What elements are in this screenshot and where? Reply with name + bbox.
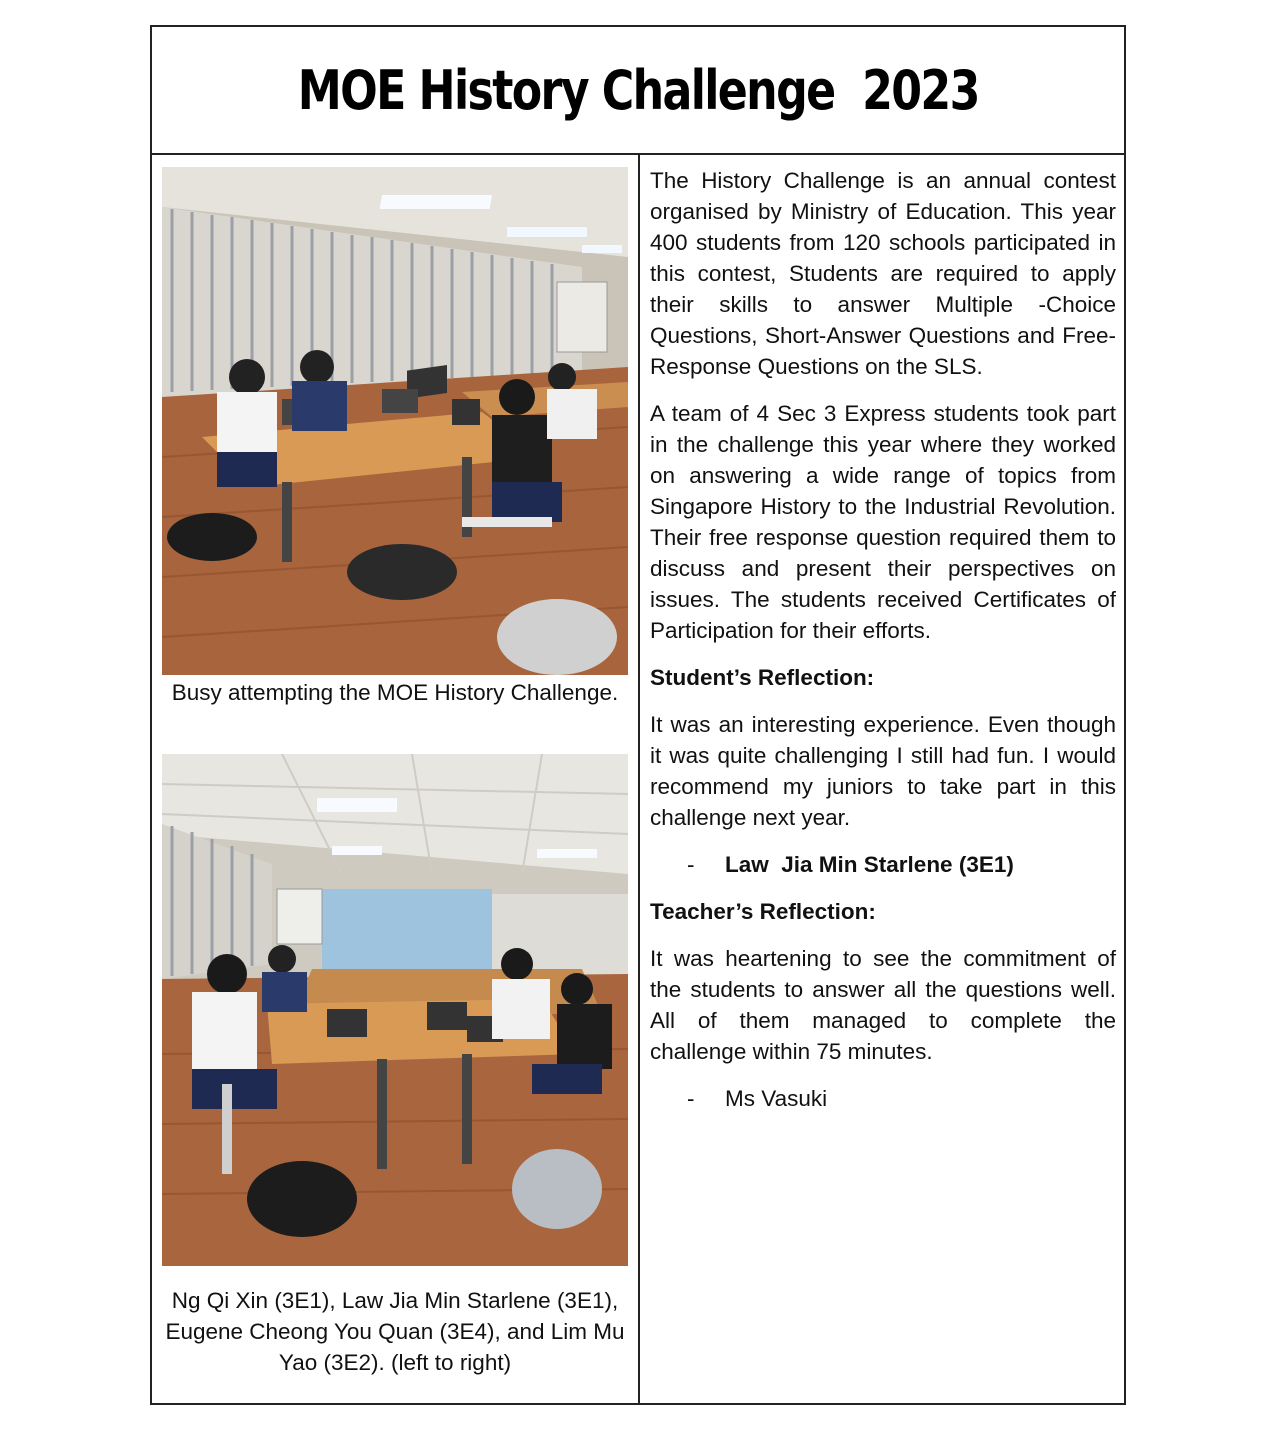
- photo2-caption: Ng Qi Xin (3E1), Law Jia Min Starlene (3E1), Eugene Cheong You Quan (3E4), and Lim Mu Yao (3E2). (left to right): [165, 1288, 625, 1375]
- photo-students-at-laptops: [162, 167, 628, 675]
- newsletter-frame: [150, 25, 1126, 1405]
- teacher-reflection-heading: Teacher’s Reflection:: [650, 899, 876, 924]
- photo-column: [152, 155, 638, 1405]
- teacher-reflection-text: It was heartening to see the commitment of the students to answer all the questions well. All of them managed to complete the challenge within 75 minutes.: [650, 946, 1116, 1064]
- photo-team-group: [162, 754, 628, 1266]
- student-signature-dash: -: [687, 852, 695, 877]
- article-paragraph-2: A team of 4 Sec 3 Express students took part in the challenge this year where they worked on answering a wide range of topics from Singapore History to the Industrial Revolution. Their free response question required them to discuss and present their perspectives on issues. The students received Certificates of Participation for their efforts.: [650, 401, 1116, 643]
- student-reflection-heading: Student’s Reflection:: [650, 665, 875, 690]
- photo1-caption: Busy attempting the MOE History Challenge.: [171, 680, 619, 705]
- article-paragraph-1: The History Challenge is an annual contest organised by Ministry of Education. This year 400 students from 120 schools participated in this contest, Students are required to apply their skills to answer Multiple -Choice Questions, Short-Answer Questions and Free-Response Questions on the SLS.: [650, 168, 1116, 379]
- student-signature: [650, 849, 1116, 880]
- student-reflection-text: It was an interesting experience. Even though it was quite challenging I still had fun. I would recommend my juniors to take part in this challenge next year.: [650, 712, 1116, 830]
- article-column: [650, 165, 1116, 1130]
- page-title: MOE History Challenge 2023: [297, 58, 979, 122]
- teacher-signature-dash: -: [687, 1086, 695, 1111]
- column-divider: [638, 155, 640, 1405]
- student-name: Law Jia Min Starlene (3E1): [725, 852, 1014, 877]
- teacher-signature: [650, 1083, 1116, 1114]
- title-row: [152, 27, 1124, 155]
- teacher-name: Ms Vasuki: [725, 1086, 828, 1111]
